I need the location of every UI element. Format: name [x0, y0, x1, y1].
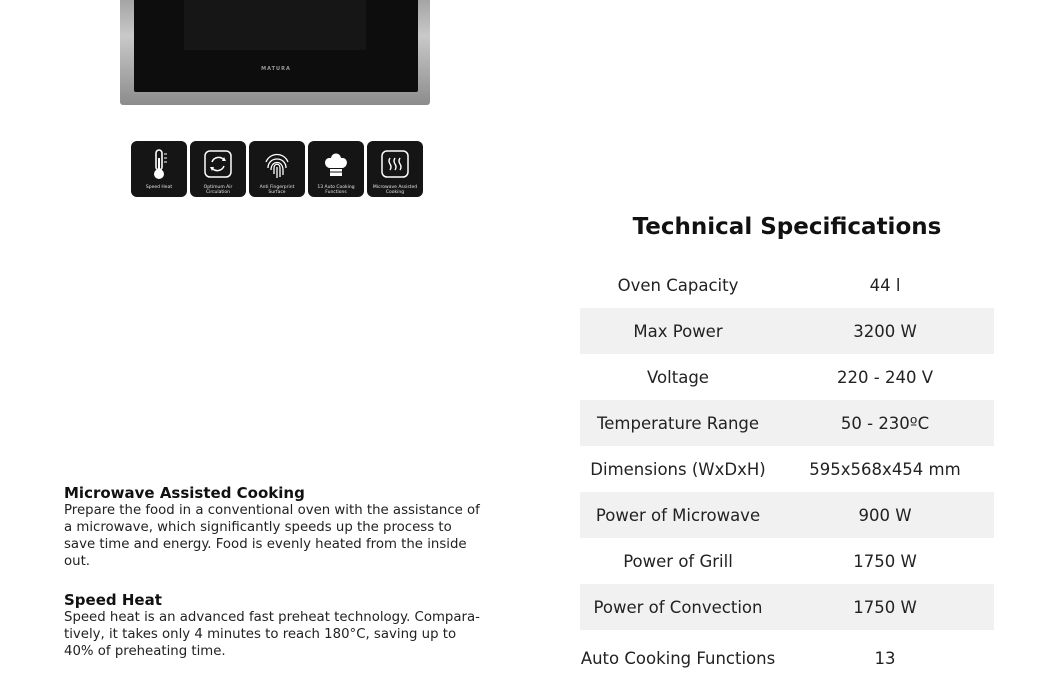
spec-label: Auto Cooking Functions: [580, 649, 776, 668]
description-text: Speed heat is an advanced fast preheat technology. Compara-tively, it takes only 4 minutes to reach 180°C, saving up to 40% of preheating time.: [64, 610, 480, 659]
spec-value: 50 - 230ºC: [776, 400, 994, 446]
spec-label: Voltage: [647, 367, 709, 387]
description-title: Microwave Assisted Cooking: [64, 484, 305, 502]
spec-label: Power of Microwave: [580, 492, 776, 538]
feature-anti-fingerprint: [249, 141, 305, 197]
oven-window: [184, 0, 366, 50]
oven-image: [120, 0, 430, 105]
chef-hat-icon: [321, 148, 351, 182]
air-circulation-icon: [203, 148, 233, 182]
spec-label: Oven Capacity: [617, 275, 739, 295]
description-speed-heat: [64, 592, 484, 660]
spec-value: 1750 W: [776, 584, 994, 630]
fingerprint-icon: [262, 148, 292, 182]
spec-row: [580, 308, 994, 354]
spec-label: Max Power: [580, 308, 776, 354]
spec-value: 595x568x454 mm: [809, 459, 961, 479]
spec-row: [580, 400, 994, 446]
spec-row: [580, 492, 994, 538]
microwave-waves-icon: [380, 148, 410, 182]
description-title: Speed Heat: [64, 591, 162, 609]
spec-value: 220 - 240 V: [837, 367, 933, 387]
spec-row: [580, 262, 994, 308]
spec-value: 13: [874, 649, 896, 668]
spec-label: Power of Convection: [580, 584, 776, 630]
feature-label: 13 Auto Cooking Functions: [317, 185, 355, 195]
spec-label: Power of Grill: [623, 551, 733, 571]
feature-auto-cooking: [308, 141, 364, 197]
spec-row: [580, 446, 994, 492]
oven-brand-logo: MATURA: [261, 66, 291, 72]
description-text: Prepare the food in a conventional oven with the assistance of a microwave, which significantly speeds up the process to save time and energy. Food is evenly heated from the inside out.: [64, 503, 480, 569]
specs-title: Technical Specifications: [632, 214, 942, 240]
spec-row: [580, 630, 994, 688]
feature-label: Speed Heat: [145, 185, 173, 190]
feature-label: Anti Fingerprint Surface: [259, 185, 295, 195]
spec-value: 44 l: [869, 275, 901, 295]
description-microwave-assisted: [64, 485, 484, 570]
feature-air-circulation: [190, 141, 246, 197]
feature-icons: [131, 141, 423, 197]
feature-speed-heat: [131, 141, 187, 197]
spec-value: 1750 W: [853, 551, 917, 571]
spec-value: 3200 W: [776, 308, 994, 354]
specs-table: [580, 262, 994, 688]
spec-label: Temperature Range: [580, 400, 776, 446]
thermometer-icon: [144, 148, 174, 182]
oven-glass-door: [134, 0, 418, 92]
feature-label: Microwave Assisted Cooking: [372, 185, 418, 195]
feature-microwave-assisted: [367, 141, 423, 197]
spec-row: [580, 354, 994, 400]
feature-label: Optimum Air Circulation: [203, 185, 233, 195]
spec-row: [580, 538, 994, 584]
spec-row: [580, 584, 994, 630]
spec-label: Dimensions (WxDxH): [590, 459, 766, 479]
spec-value: 900 W: [776, 492, 994, 538]
